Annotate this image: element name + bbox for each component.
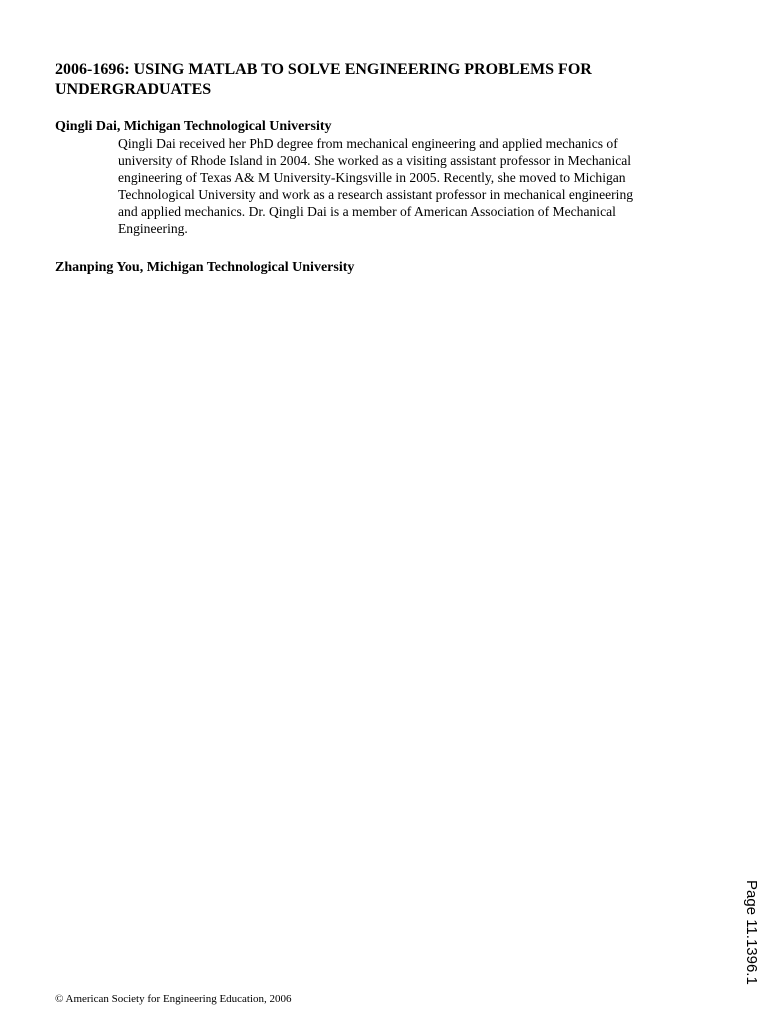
author-bio-qingli-dai xyxy=(118,135,698,237)
author-name-zhanping-you: Zhanping You, Michigan Technological University xyxy=(55,260,355,275)
paper-title: 2006-1696: USING MATLAB TO SOLVE ENGINEERING PROBLEMS FOR UNDERGRADUATES xyxy=(55,61,592,98)
bio-line: and applied mechanics. Dr. Qingli Dai is a member of American Association of Mechanical xyxy=(118,204,616,219)
copyright-notice: © American Society for Engineering Education, 2006 xyxy=(55,993,292,1005)
bio-line: university of Rhode Island in 2004. She worked as a visiting assistant professor in Mechanical xyxy=(118,153,632,168)
author-name-qingli-dai: Qingli Dai, Michigan Technological University xyxy=(55,119,332,134)
page-number: Page 11.1396.1 xyxy=(743,880,760,985)
bio-line: Engineering. xyxy=(118,221,188,236)
bio-line: engineering of Texas A& M University-Kingsville in 2005. Recently, she moved to Michigan xyxy=(118,170,626,185)
bio-line: Qingli Dai received her PhD degree from mechanical engineering and applied mechanics of xyxy=(118,136,618,151)
bio-line: Technological University and work as a research assistant professor in mechanical engineering xyxy=(118,187,634,202)
